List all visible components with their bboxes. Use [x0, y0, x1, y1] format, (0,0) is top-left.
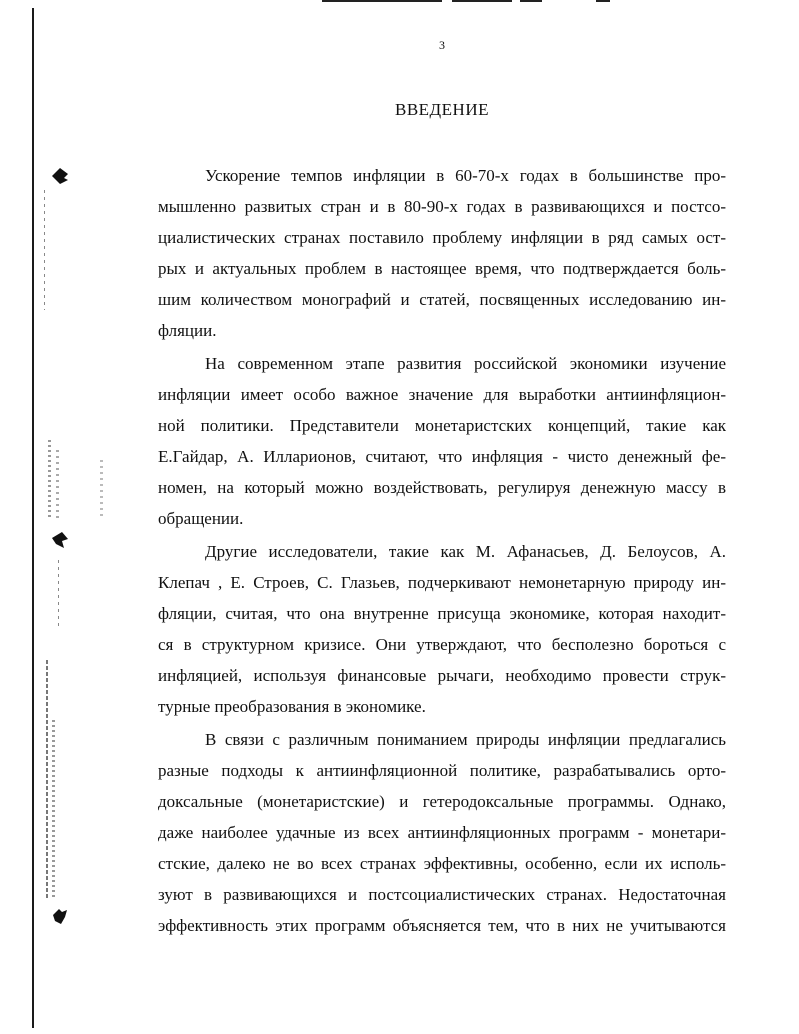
text-line: На современном этапе развития российской экономики изучение: [205, 354, 726, 373]
text-line: рых и актуальных проблем в настоящее время, что подтверждается боль-: [158, 259, 726, 278]
paragraph: [158, 348, 726, 534]
top-edge-line: [596, 0, 610, 2]
text-line: Другие исследователи, такие как М. Афанасьев, Д. Белоусов, А.: [205, 542, 726, 561]
text-line: эффективность этих программ объясняется тем, что в них не учитываются: [158, 916, 726, 935]
text-line: инфляцией, используя финансовые рычаги, необходимо провести струк-: [158, 666, 726, 685]
text-line: Ускорение темпов инфляции в 60-70-х годах в большинстве про-: [205, 166, 726, 185]
text-line: шим количеством монографий и статей, посвященных исследованию ин-: [158, 290, 726, 309]
paragraph: [158, 536, 726, 722]
top-edge-line: [520, 0, 542, 2]
text-line: фляции, считая, что она внутренне присуща экономике, которая находит-: [158, 604, 726, 623]
text-line: В связи с различным пониманием природы инфляции предлагались: [205, 730, 726, 749]
top-edge-line: [322, 0, 442, 2]
text-line: обращении.: [158, 509, 244, 528]
text-line: циалистических странах поставило проблему инфляции в ряд самых ост-: [158, 228, 726, 247]
paragraph: [158, 160, 726, 346]
binding-noise: [100, 460, 103, 520]
text-line: номен, на который можно воздействовать, регулируя денежную массу в: [158, 478, 726, 497]
page-number: 3: [439, 38, 445, 52]
text-line: стские, далеко не во всех странах эффективны, особенно, если их исполь-: [158, 854, 726, 873]
binding-noise: [48, 440, 51, 520]
binding-noise: [56, 450, 59, 520]
page-title: ВВЕДЕНИЕ: [395, 100, 489, 119]
text-line: инфляции имеет особо важное значение для выработки антиинфляцион-: [158, 385, 726, 404]
binding-hole-icon: [50, 530, 70, 550]
text-line: зуют в развивающихся и постсоциалистических странах. Недостаточная: [158, 885, 726, 904]
binding-noise: [46, 660, 48, 900]
binding-hole-icon: [50, 166, 70, 186]
binding-noise: [58, 560, 59, 630]
text-line: даже наиболее удачные из всех антиинфляционных программ - монетари-: [158, 823, 726, 842]
text-line: Е.Гайдар, А. Илларионов, считают, что инфляция - чисто денежный фе-: [158, 447, 726, 466]
text-line: турные преобразования в экономике.: [158, 697, 426, 716]
text-line: фляции.: [158, 321, 217, 340]
left-edge-line: [32, 8, 34, 1028]
binding-hole-icon: [50, 906, 70, 926]
body-text: [158, 160, 726, 941]
top-edge-line: [452, 0, 512, 2]
binding-noise: [44, 190, 45, 310]
text-line: доксальные (монетаристские) и гетеродоксальные программы. Однако,: [158, 792, 726, 811]
text-line: мышленно развитых стран и в 80-90-х годах в развивающихся и постсо-: [158, 197, 726, 216]
binding-noise: [52, 720, 55, 900]
paragraph: [158, 724, 726, 941]
text-line: ся в структурном кризисе. Они утверждают, что бесполезно бороться с: [158, 635, 726, 654]
text-line: разные подходы к антиинфляционной политике, разрабатывались орто-: [158, 761, 726, 780]
text-line: Клепач , Е. Строев, С. Глазьев, подчеркивают немонетарную природу ин-: [158, 573, 726, 592]
text-line: ной политики. Представители монетаристских концепций, такие как: [158, 416, 726, 435]
